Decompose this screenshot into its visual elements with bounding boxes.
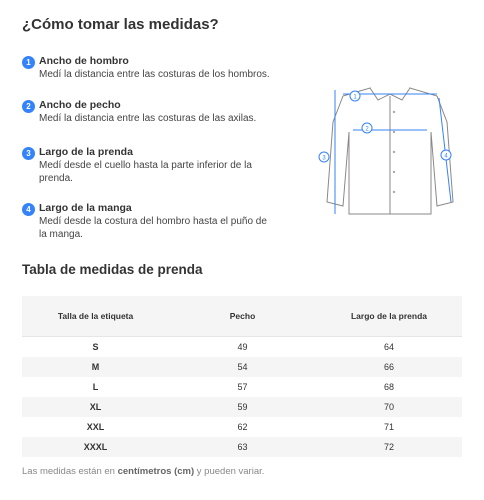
chest-cell: 59 — [169, 397, 316, 417]
length-cell: 71 — [316, 417, 462, 437]
note-text-after: y pueden variar. — [194, 466, 265, 477]
step-title: Ancho de hombro — [39, 55, 129, 67]
length-cell: 64 — [316, 337, 462, 358]
measure-marker-3-icon — [319, 152, 329, 162]
size-cell: XXL — [22, 417, 169, 437]
svg-text:3: 3 — [322, 155, 326, 162]
svg-text:1: 1 — [353, 94, 357, 101]
step-description: Medí la distancia entre las costuras de los hombros. — [39, 69, 270, 80]
step-number-badge: 3 — [22, 147, 35, 160]
size-table — [22, 296, 462, 457]
step-title: Largo de la manga — [39, 202, 132, 214]
table-row — [22, 337, 462, 358]
step-description: Medí desde la costura del hombro hasta el puño de la manga. — [39, 216, 267, 240]
chest-cell: 63 — [169, 437, 316, 457]
step-description: Medí desde el cuello hasta la parte inferior de la prenda. — [39, 160, 252, 184]
step-number-badge: 2 — [22, 100, 35, 113]
measure-marker-2-icon — [362, 123, 372, 133]
chest-cell: 49 — [169, 337, 316, 358]
measure-marker-4-icon — [441, 150, 451, 160]
table-row — [22, 357, 462, 377]
table-row — [22, 417, 462, 437]
step-title: Largo de la prenda — [39, 146, 133, 158]
table-row — [22, 377, 462, 397]
table-header-row — [22, 296, 462, 337]
step-number-badge: 1 — [22, 56, 35, 69]
step-description: Medí la distancia entre las costuras de las axilas. — [39, 113, 257, 124]
note-text-before: Las medidas están en — [22, 466, 118, 477]
shirt-diagram — [315, 82, 465, 222]
size-cell: S — [22, 337, 169, 358]
column-header-size: Talla de la etiqueta — [22, 296, 169, 337]
length-cell: 66 — [316, 357, 462, 377]
size-cell: XL — [22, 397, 169, 417]
table-row — [22, 437, 462, 457]
chest-cell: 57 — [169, 377, 316, 397]
chest-cell: 54 — [169, 357, 316, 377]
svg-text:4: 4 — [444, 153, 448, 160]
measure-marker-1-icon — [350, 91, 360, 101]
size-cell: L — [22, 377, 169, 397]
note-unit: centímetros (cm) — [117, 466, 195, 477]
size-cell: XXXL — [22, 437, 169, 457]
step-number-badge: 4 — [22, 203, 35, 216]
chest-cell: 62 — [169, 417, 316, 437]
size-table-title: Tabla de medidas de prenda — [22, 262, 203, 277]
length-cell: 68 — [316, 377, 462, 397]
guide-title: ¿Cómo tomar las medidas? — [22, 16, 219, 33]
svg-text:2: 2 — [365, 126, 369, 133]
length-cell: 72 — [316, 437, 462, 457]
length-cell: 70 — [316, 397, 462, 417]
column-header-length: Largo de la prenda — [316, 296, 462, 337]
size-cell: M — [22, 357, 169, 377]
step-title: Ancho de pecho — [39, 99, 121, 111]
measurement-note — [22, 466, 264, 477]
column-header-chest: Pecho — [169, 296, 316, 337]
table-row — [22, 397, 462, 417]
